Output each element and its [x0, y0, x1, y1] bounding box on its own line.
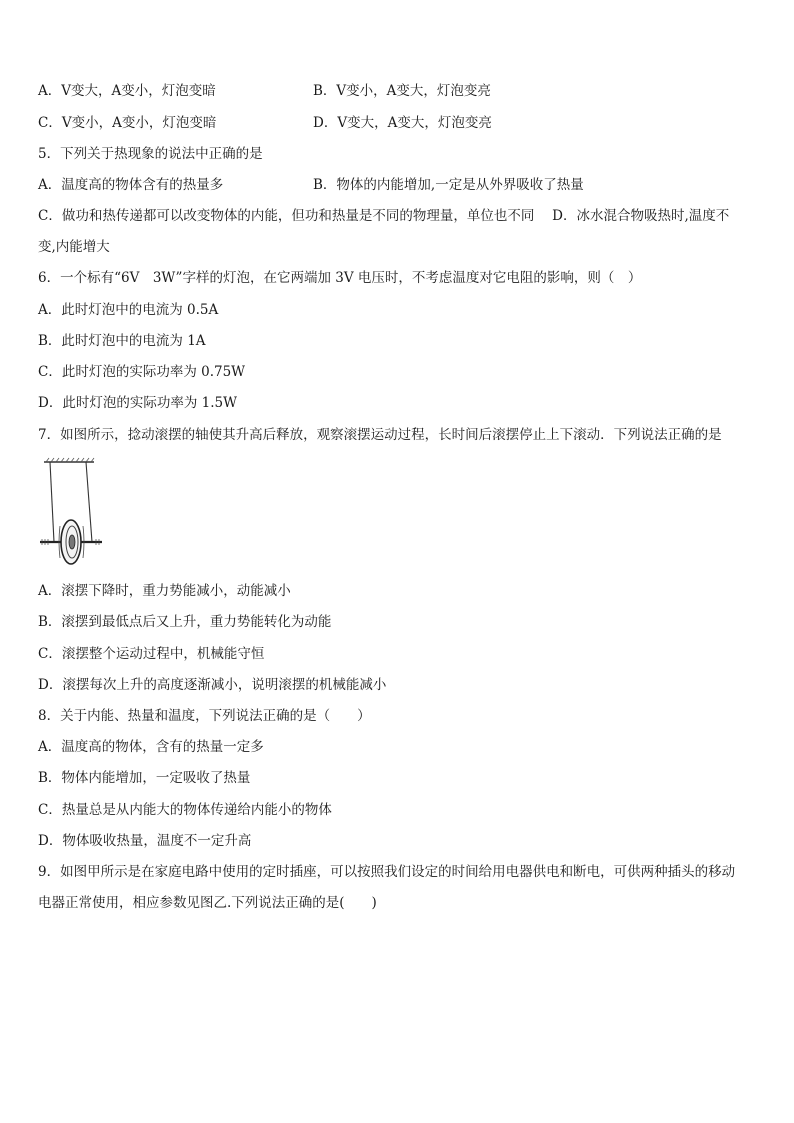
- q7-option-b: B．滚摆到最低点后又上升，重力势能转化为动能: [38, 614, 332, 630]
- q4-option-d: D．V变大，A变大，灯泡变亮: [313, 115, 492, 131]
- q8-option-b: B．物体内能增加，一定吸收了热量: [38, 770, 251, 786]
- q9-stem-line2: 电器正常使用，相应参数见图乙.下列说法正确的是( ): [38, 895, 377, 911]
- q5-option-cd-line2: 变,内能增大: [38, 239, 110, 255]
- q7-option-a: A．滚摆下降时，重力势能减小，动能减小: [38, 583, 291, 599]
- q4-option-b: B．V变小，A变大，灯泡变亮: [313, 83, 491, 99]
- q5-option-b: B．物体的内能增加,一定是从外界吸收了热量: [313, 177, 584, 193]
- q7-stem: 7．如图所示，捻动滚摆的轴使其升高后释放，观察滚摆运动过程，长时间后滚摆停止上下滚动．下列说法正确的是: [38, 427, 722, 443]
- q6-stem: 6．一个标有“6V 3W”字样的灯泡，在它两端加 3V 电压时，不考虑温度对它电阻的影响，则（ ）: [38, 270, 642, 286]
- q5-option-cd-line1: C．做功和热传递都可以改变物体的内能，但功和热量是不同的物理量，单位也不同 D．冰水混合物吸热时,温度不: [38, 208, 730, 224]
- q7-option-d: D．滚摆每次上升的高度逐渐减小，说明滚摆的机械能减小: [38, 677, 387, 693]
- q6-option-a: A．此时灯泡中的电流为 0.5A: [38, 302, 219, 318]
- q5-stem: 5．下列关于热现象的说法中正确的是: [38, 146, 263, 162]
- q4-option-c: C．V变小，A变小，灯泡变暗: [38, 115, 217, 131]
- q4-option-a: A．V变大，A变小，灯泡变暗: [38, 83, 216, 99]
- q6-option-d: D．此时灯泡的实际功率为 1.5W: [38, 395, 237, 411]
- q8-stem: 8．关于内能、热量和温度，下列说法正确的是（ ）: [38, 708, 371, 724]
- q9-stem-line1: 9．如图甲所示是在家庭电路中使用的定时插座，可以按照我们设定的时间给用电器供电和断电，可供两种插头的移动: [38, 864, 736, 880]
- q8-option-a: A．温度高的物体，含有的热量一定多: [38, 739, 264, 755]
- q6-option-c: C．此时灯泡的实际功率为 0.75W: [38, 364, 246, 380]
- q6-option-b: B．此时灯泡中的电流为 1A: [38, 333, 206, 349]
- q8-option-d: D．物体吸收热量，温度不一定升高: [38, 833, 252, 849]
- q5-option-a: A．温度高的物体含有的热量多: [38, 177, 224, 193]
- maxwell-wheel-figure: [36, 456, 106, 568]
- q7-option-c: C．滚摆整个运动过程中，机械能守恒: [38, 646, 265, 662]
- q8-option-c: C．热量总是从内能大的物体传递给内能小的物体: [38, 802, 332, 818]
